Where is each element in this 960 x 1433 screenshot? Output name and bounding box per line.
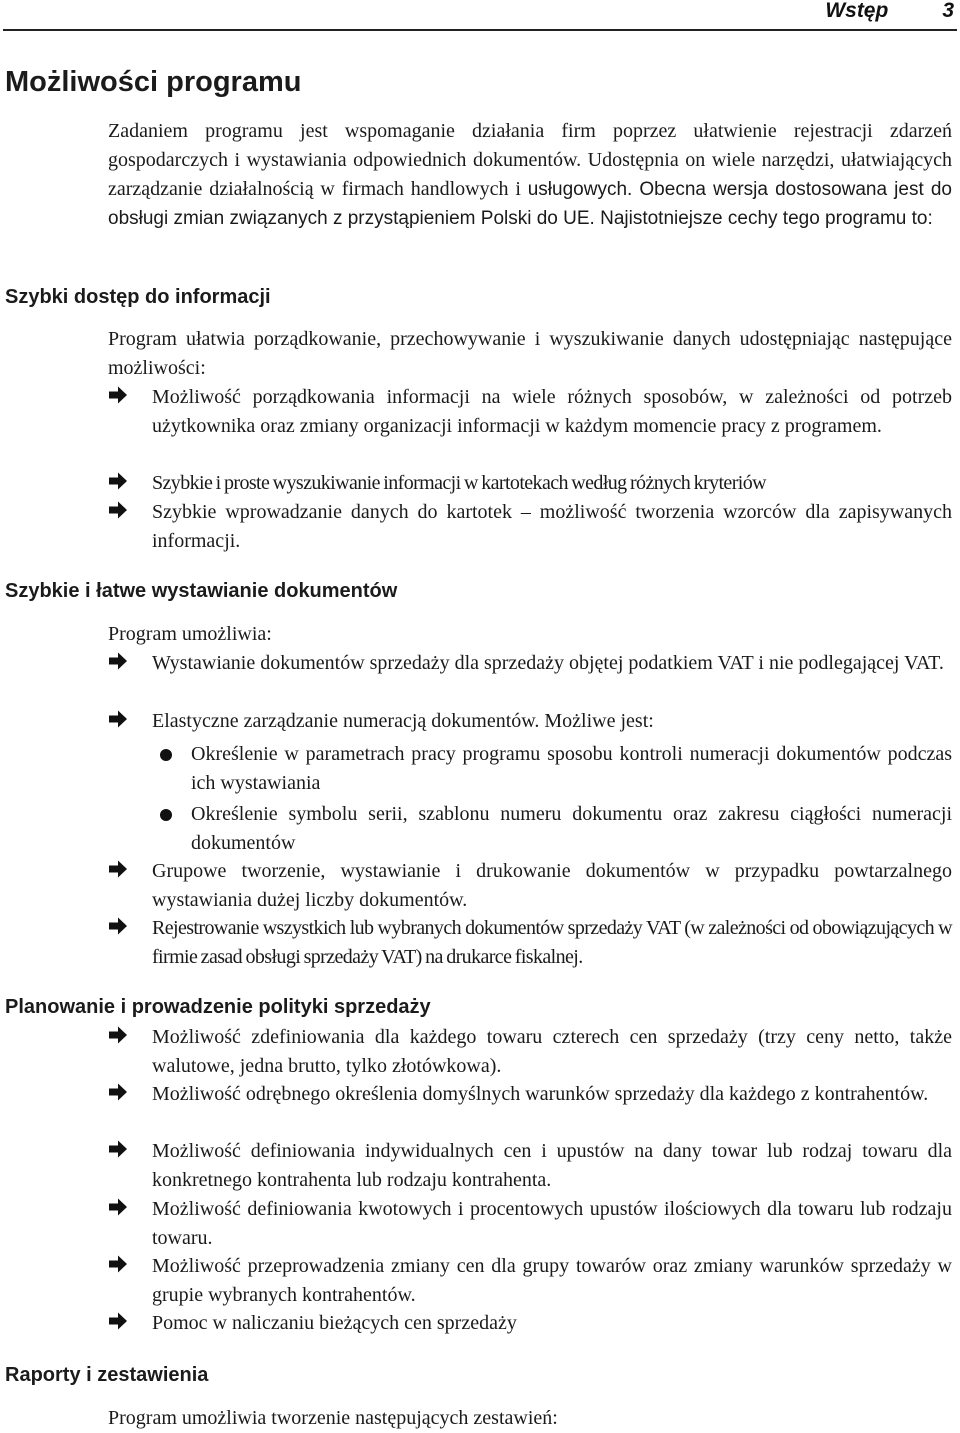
list-item-text: Możliwość porządkowania informacji na wiele różnych sposobów, w zależności od potrzeb użytkownika oraz zmiany organizacji informacji w każdym momencie pracy z programem. — [152, 386, 952, 437]
page-title: Możliwości programu — [5, 66, 302, 98]
list-item-text: Możliwość zdefiniowania dla każdego towaru czterech cen sprzedaży (trzy ceny netto, także walutowe, jedna brutto, tylko złotówkowa). — [152, 1026, 952, 1077]
sub-list-item — [160, 800, 952, 858]
list-item-text: Możliwość odrębnego określenia domyślnych warunków sprzedaży dla każdego z kontrahentów. — [152, 1083, 929, 1105]
header-rule — [3, 29, 957, 31]
list-item — [108, 1252, 952, 1310]
list-item — [108, 383, 952, 441]
arrow-right-icon — [108, 1254, 128, 1274]
list-item-text: Możliwość definiowania kwotowych i procentowych upustów ilościowych dla towaru lub rodzaju towaru. — [152, 1198, 952, 1249]
section-heading-quick-access: Szybki dostęp do informacji — [5, 286, 271, 308]
list-item — [108, 649, 952, 678]
arrow-right-icon — [108, 1311, 128, 1331]
list-item-text: Rejestrowanie wszystkich lub wybranych dokumentów sprzedaży VAT (w zależności od obowiązujących w firmie zasad obsługi sprzedaży VAT) na drukarce fiskalnej. — [152, 917, 952, 968]
sub-list-item-text: Określenie w parametrach pracy programu sposobu kontroli numeracji dokumentów podczas ich wystawiania — [191, 743, 952, 794]
list-item — [108, 469, 952, 498]
arrow-right-icon — [108, 385, 128, 405]
section-heading-reports: Raporty i zestawienia — [5, 1364, 209, 1386]
arrow-right-icon — [108, 916, 128, 936]
arrow-right-icon — [108, 651, 128, 671]
list-item-text: Elastyczne zarządzanie numeracją dokumentów. Możliwe jest: — [152, 710, 654, 732]
list-item — [108, 857, 952, 915]
section-2-intro: Program umożliwia: — [108, 623, 272, 645]
arrow-right-icon — [108, 500, 128, 520]
section-1-intro: Program ułatwia porządkowanie, przechowywanie i wyszukiwanie danych udostępniając następujące możliwości: — [108, 328, 952, 379]
section-4-intro: Program umożliwia tworzenie następujących zestawień: — [108, 1407, 558, 1429]
section-heading-documents: Szybkie i łatwe wystawianie dokumentów — [5, 580, 398, 602]
list-item — [108, 1080, 952, 1109]
header-section-name: Wstęp — [825, 0, 889, 22]
intro-text-serif: Zadaniem programu jest wspomaganie działania firm poprzez ułatwienie rejestracji zdarzeń gospodarczych i wystawiania odpowiednich dokumentów. Udostępnia on wiele narzędzi, ułatwiających zarządzanie działalnością w firmach handlowych i — [108, 120, 952, 200]
list-item-text: Szybkie wprowadzanie danych do kartotek – możliwość tworzenia wzorców dla zapisywanych informacji. — [152, 501, 952, 552]
list-item — [108, 498, 952, 556]
page-number: 3 — [942, 0, 954, 22]
list-item — [108, 707, 952, 736]
arrow-right-icon — [108, 709, 128, 729]
list-item-text: Wystawianie dokumentów sprzedaży dla sprzedaży objętej podatkiem VAT i nie podlegającej VAT. — [152, 652, 944, 674]
list-item-text: Szybkie i proste wyszukiwanie informacji w kartotekach według różnych kryteriów — [152, 472, 766, 494]
intro-paragraph — [108, 117, 952, 233]
page-header — [0, 0, 954, 28]
round-bullet-icon — [160, 749, 172, 761]
sub-list-item — [160, 740, 952, 798]
list-item-text: Pomoc w naliczaniu bieżących cen sprzedaży — [152, 1312, 517, 1334]
round-bullet-icon — [160, 809, 172, 821]
arrow-right-icon — [108, 471, 128, 491]
list-item — [108, 1309, 952, 1338]
arrow-right-icon — [108, 859, 128, 879]
list-item-text: Możliwość definiowania indywidualnych cen i upustów na dany towar lub rodzaj towaru dla konkretnego kontrahenta lub rodzaju kontrahenta. — [152, 1140, 952, 1191]
list-item — [108, 1195, 952, 1253]
intro-text-sans: usługowych. Obecna wersja dostosowana jest do obsługi zmian związanych z przystąpieniem Polski do UE. Najistotniejsze cechy tego programu to: — [108, 179, 952, 229]
list-item-text: Grupowe tworzenie, wystawianie i drukowanie dokumentów w przypadku powtarzalnego wystawiania dużej liczby dokumentów. — [152, 860, 952, 911]
list-item — [108, 1023, 952, 1081]
arrow-right-icon — [108, 1139, 128, 1159]
section-heading-sales-policy: Planowanie i prowadzenie polityki sprzedaży — [5, 996, 431, 1018]
arrow-right-icon — [108, 1197, 128, 1217]
arrow-right-icon — [108, 1025, 128, 1045]
sub-list-item-text: Określenie symbolu serii, szablonu numeru dokumentu oraz zakresu ciągłości numeracji dokumentów — [191, 803, 952, 854]
list-item — [108, 914, 952, 972]
arrow-right-icon — [108, 1082, 128, 1102]
list-item-text: Możliwość przeprowadzenia zmiany cen dla grupy towarów oraz zmiany warunków sprzedaży w grupie wybranych kontrahentów. — [152, 1255, 952, 1306]
list-item — [108, 1137, 952, 1195]
